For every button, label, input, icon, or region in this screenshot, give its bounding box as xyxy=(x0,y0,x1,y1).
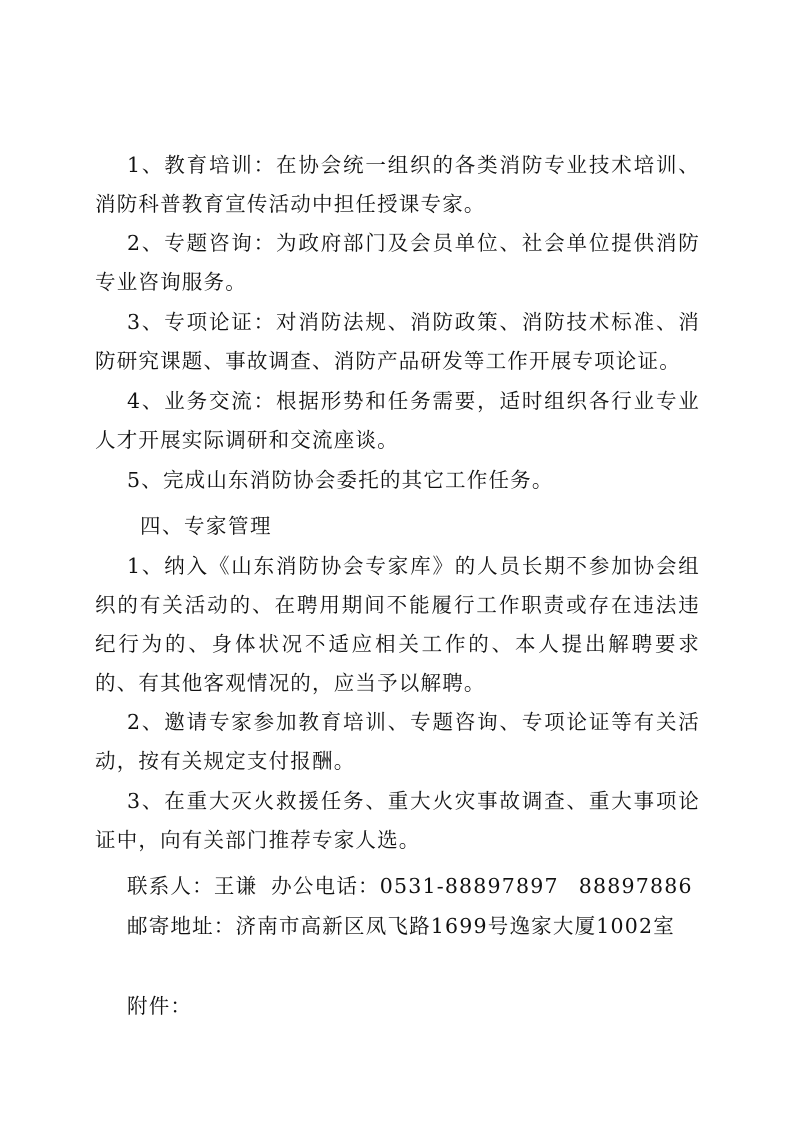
address-label: 邮寄地址： xyxy=(127,914,236,938)
contact-person-label: 联系人： xyxy=(127,874,214,898)
office-phone-1: 0531-88897897 xyxy=(379,874,559,898)
address-line xyxy=(127,907,675,946)
management-item-2: 2、邀请专家参加教育培训、专题咨询、专项论证等有关活动，按有关规定支付报酬。 xyxy=(95,710,700,773)
address-value: 济南市高新区凤飞路1699号逸家大厦1002室 xyxy=(235,914,675,938)
office-phone-label: 办公电话： xyxy=(271,874,380,898)
duty-item-2: 2、专题咨询：为政府部门及会员单位、社会单位提供消防专业咨询服务。 xyxy=(95,231,700,294)
duty-item-4: 4、业务交流：根据形势和任务需要，适时组织各行业专业人才开展实际调研和交流座谈。 xyxy=(95,389,700,452)
contact-person: 王谦 xyxy=(213,874,258,898)
section-heading: 四、专家管理 xyxy=(140,514,272,538)
management-item-3: 3、在重大灭火救援任务、重大火灾事故调查、重大事项论证中，向有关部门推荐专家人选。 xyxy=(95,789,700,852)
management-item-1: 1、纳入《山东消防协会专家库》的人员长期不参加协会组织的有关活动的、在聘用期间不能履行工作职责或存在违法违纪行为的、身体状况不适应相关工作的、本人提出解聘要求的、有其他客观情况的，应当予以解聘。 xyxy=(95,554,700,695)
duty-item-1: 1、教育培训：在协会统一组织的各类消防专业技术培训、消防科普教育宣传活动中担任授课专家。 xyxy=(95,153,700,216)
duty-item-5: 5、完成山东消防协会委托的其它工作任务。 xyxy=(127,468,554,492)
office-phone-2: 88897886 xyxy=(578,874,693,898)
contact-line xyxy=(127,867,693,906)
attachment-label: 附件： xyxy=(127,994,193,1018)
duty-item-3: 3、专项论证：对消防法规、消防政策、消防技术标准、消防研究课题、事故调查、消防产品研发等工作开展专项论证。 xyxy=(95,310,700,373)
